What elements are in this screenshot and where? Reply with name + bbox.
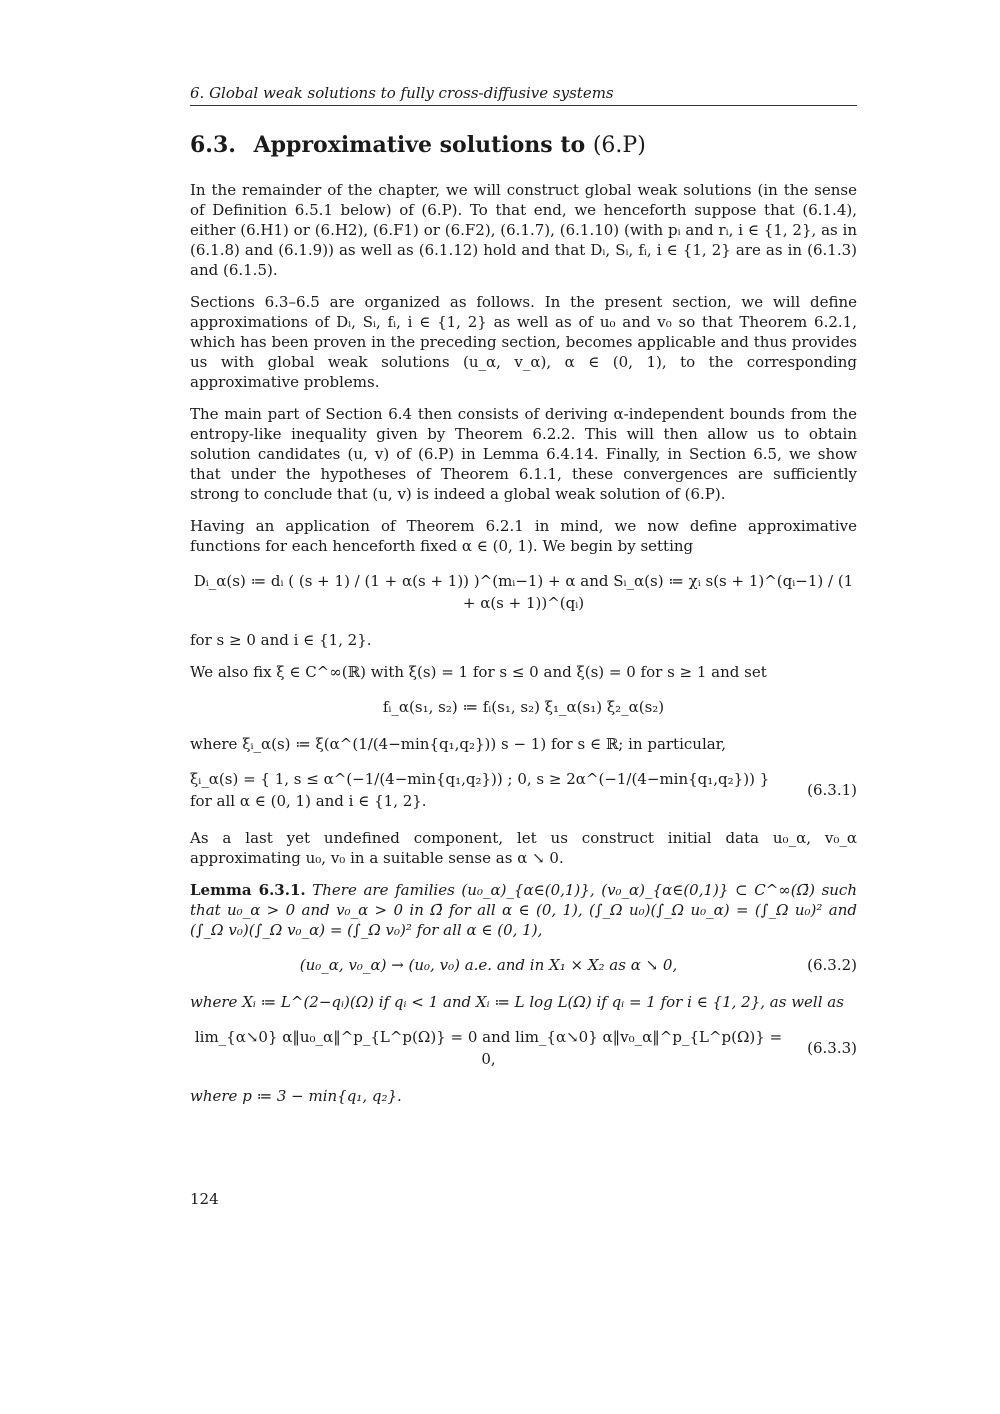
- paragraph-after-eq1: for s ≥ 0 and i ∈ {1, 2}.: [190, 631, 372, 649]
- section-title: [190, 132, 857, 158]
- paragraph-4: Having an application of Theorem 6.2.1 in mind, we now define approximative functions for each henceforth fixed α ∈ (0, 1). We begin by setting: [190, 517, 857, 555]
- equation-d-s: [190, 570, 857, 614]
- page-body: [190, 84, 857, 1118]
- section-title-ref: (6.P): [592, 133, 646, 158]
- paragraph-3: The main part of Section 6.4 then consists of deriving α-independent bounds from the entropy-like inequality given by Theorem 6.2.2. This will then allow us to obtain solution candidates (u, v) of (6.P) in Lemma 6.4.14. Finally, in Section 6.5, we show that under the hypotheses of Theorem 6.1.1, these convergences are sufficiently strong to conclude that (u, v) is indeed a global weak solution of (6.P).: [190, 405, 857, 503]
- running-head: 6. Global weak solutions to fully cross-diffusive systems: [190, 84, 857, 106]
- equation-d-s-text: Dᵢ_α(s) ≔ dᵢ ( (s + 1) / (1 + α(s + 1)) )^(mᵢ−1) + α and Sᵢ_α(s) ≔ χᵢ s(s + 1)^(qᵢ−1) / (1 + α(s + 1))^(qᵢ): [193, 572, 854, 612]
- equation-6-3-1: [190, 768, 857, 812]
- page-number: 124: [190, 1190, 219, 1208]
- equation-number-6-3-3: (6.3.3): [807, 1039, 857, 1057]
- paragraph-xi: We also fix ξ ∈ C^∞(ℝ) with ξ(s) = 1 for s ≤ 0 and ξ(s) = 0 for s ≥ 1 and set: [190, 663, 767, 681]
- equation-f-text: fᵢ_α(s₁, s₂) ≔ fᵢ(s₁, s₂) ξ₁_α(s₁) ξ₂_α(s₂): [382, 698, 665, 716]
- paragraph-last: As a last yet undefined component, let us construct initial data u₀_α, v₀_α approximating u₀, v₀ in a suitable sense as α ↘ 0.: [190, 829, 857, 867]
- paragraph-2: Sections 6.3–6.5 are organized as follows. In the present section, we will define approximations of Dᵢ, Sᵢ, fᵢ, i ∈ {1, 2} as well as of u₀ and v₀ so that Theorem 6.2.1, which has been proven in the preceding section, becomes applicable and thus provides us with global weak solutions (u_α, v_α), α ∈ (0, 1), to the corresponding approximative problems.: [190, 293, 857, 391]
- equation-6-3-1-text: ξᵢ_α(s) = { 1, s ≤ α^(−1/(4−min{q₁,q₂})) ; 0, s ≥ 2α^(−1/(4−min{q₁,q₂})) } for all α ∈ (0, 1) and i ∈ {1, 2}.: [190, 770, 770, 810]
- lemma-text: There are families (u₀_α)_{α∈(0,1)}, (v₀_α)_{α∈(0,1)} ⊂ C^∞(Ω̄) such that u₀_α > 0 and v₀_α > 0 in Ω̄ for all α ∈ (0, 1), (∫_Ω u₀)(∫_Ω u₀_α) = (∫_Ω u₀)² and (∫_Ω v₀)(∫_Ω v₀_α) = (∫_Ω v₀)² for all α ∈ (0, 1),: [190, 881, 857, 939]
- equation-6-3-2-text: (u₀_α, v₀_α) → (u₀, v₀) a.e. and in X₁ × X₂ as α ↘ 0,: [299, 956, 678, 974]
- equation-6-3-3-text: lim_{α↘0} α‖u₀_α‖^p_{L^p(Ω)} = 0 and lim_{α↘0} α‖v₀_α‖^p_{L^p(Ω)} = 0,: [194, 1028, 783, 1068]
- paragraph-1: In the remainder of the chapter, we will construct global weak solutions (in the sense of Definition 6.5.1 below) of (6.P). To that end, we henceforth suppose that (6.1.4), either (6.H1) or (6.H2), (6.F1) or (6.F2), (6.1.7), (6.1.10) (with pᵢ and rᵢ, i ∈ {1, 2}, as in (6.1.8) and (6.1.9)) as well as (6.1.12) hold and that Dᵢ, Sᵢ, fᵢ, i ∈ {1, 2} are as in (6.1.3) and (6.1.5).: [190, 181, 857, 279]
- lemma-end: where p ≔ 3 − min{q₁, q₂}.: [190, 1087, 402, 1105]
- equation-number-6-3-2: (6.3.2): [807, 956, 857, 974]
- lemma-statement: [190, 880, 857, 940]
- lemma-head: Lemma 6.3.1.: [190, 881, 306, 899]
- section-number: 6.3.: [190, 132, 236, 158]
- lemma-mid: where Xᵢ ≔ L^(2−qᵢ)(Ω) if qᵢ < 1 and Xᵢ ≔ L log L(Ω) if qᵢ = 1 for i ∈ {1, 2}, as well as: [190, 993, 844, 1011]
- equation-6-3-2: [190, 954, 857, 976]
- equation-number-6-3-1: (6.3.1): [807, 781, 857, 799]
- equation-f: [190, 696, 857, 718]
- paragraph-where: where ξᵢ_α(s) ≔ ξ(α^(1/(4−min{q₁,q₂})) s − 1) for s ∈ ℝ; in particular,: [190, 735, 726, 753]
- section-title-text: Approximative solutions to: [253, 132, 586, 158]
- equation-6-3-3: [190, 1026, 857, 1070]
- lemma-6-3-1: [190, 880, 857, 1106]
